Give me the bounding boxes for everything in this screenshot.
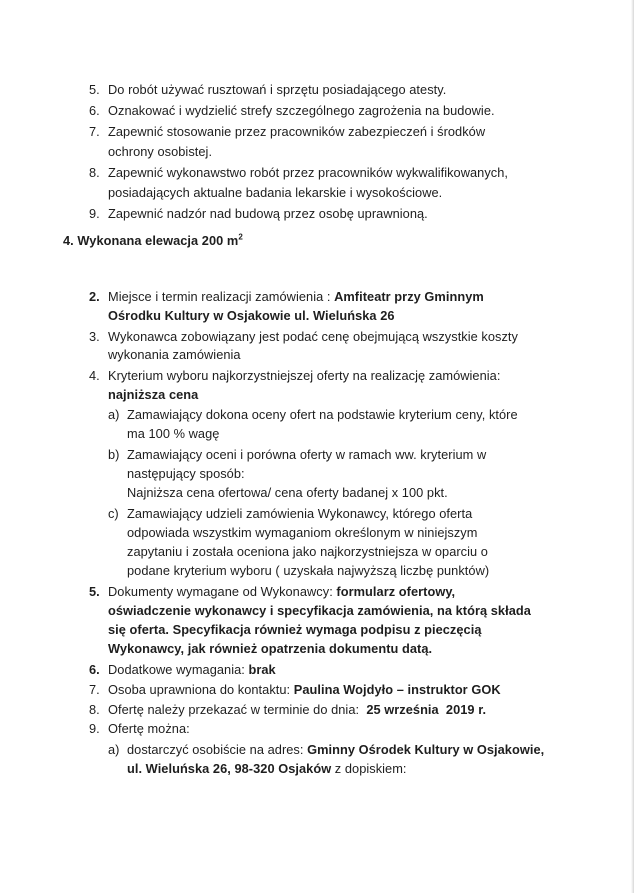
- list-item-text: Zapewnić nadzór nad budową przez osobę uprawnioną.: [108, 206, 428, 221]
- item-label: Osoba uprawniona do kontaktu:: [108, 682, 294, 697]
- list-number: 8.: [89, 165, 100, 180]
- item-bold: brak: [248, 662, 276, 677]
- sub-label: b): [108, 447, 120, 462]
- section-heading-superscript: 2: [238, 232, 243, 242]
- list-number: 9.: [89, 721, 100, 736]
- list-number: 5.: [89, 82, 100, 97]
- section-heading-text: 4. Wykonana elewacja 200 m: [63, 233, 239, 248]
- sub-item-text: zapytaniu i została oceniona jako najkorzystniejsza w oparciu o: [127, 544, 488, 559]
- list-item-text: [108, 661, 276, 679]
- item-label: Dodatkowe wymagania:: [108, 662, 249, 677]
- list-item-text: najniższa cena: [108, 387, 199, 402]
- list-number: 7.: [89, 124, 100, 139]
- list-number: 5.: [89, 584, 100, 599]
- list-item-text: posiadających aktualne badania lekarskie i wysokościowe.: [108, 185, 443, 200]
- list-item-text: Zapewnić stosowanie przez pracowników zabezpieczeń i środków: [108, 124, 486, 139]
- sub-item-text: Zamawiający dokona oceny ofert na podstawie kryterium ceny, które: [127, 407, 518, 422]
- item-label: Dokumenty wymagane od Wykonawcy:: [108, 584, 337, 599]
- sub-label: a): [108, 407, 120, 422]
- list-item-text: Ofertę można:: [108, 721, 190, 736]
- item-label: dostarczyć osobiście na adres:: [127, 742, 308, 757]
- list-item-text: Kryterium wyboru najkorzystniejszej oferty na realizację zamówienia:: [108, 368, 501, 383]
- sub-item-text: [127, 741, 544, 759]
- sub-label: a): [108, 742, 120, 757]
- item-tail: z dopiskiem:: [331, 761, 407, 776]
- sub-label: c): [108, 506, 119, 521]
- item-bold: Gminny Ośrodek Kultury w Osjakowie,: [307, 742, 545, 757]
- list-item-text: Wykonawcy, jak również opatrzenia dokumentu datą.: [108, 641, 433, 656]
- sub-item-text: następujący sposób:: [127, 466, 245, 481]
- list-number: 3.: [89, 329, 100, 344]
- sub-item-text: ma 100 % wagę: [127, 426, 220, 441]
- list-number: 6.: [89, 662, 100, 677]
- item-bold: Amfiteatr przy Gminnym: [334, 289, 484, 304]
- list-item-text: ochrony osobistej.: [108, 144, 213, 159]
- list-item-text: się oferta. Specyfikacja również wymaga podpisu z pieczęcią: [108, 622, 482, 637]
- list-item-text: Oznakować i wydzielić strefy szczególnego zagrożenia na budowie.: [108, 103, 495, 118]
- section-heading: [63, 232, 243, 250]
- list-item-text: Zapewnić wykonawstwo robót przez pracowników wykwalifikowanych,: [108, 165, 509, 180]
- sub-item-text: Zamawiający udzieli zamówienia Wykonawcy, którego oferta: [127, 506, 473, 521]
- list-item-text: [108, 583, 455, 601]
- list-item-text: Wykonawca zobowiązany jest podać cenę obejmującą wszystkie koszty: [108, 329, 518, 344]
- sub-item-text: podane kryterium wyboru ( uzyskała najwyższą liczbę punktów): [127, 563, 490, 578]
- sub-item-text: Zamawiający oceni i porówna oferty w ramach ww. kryterium w: [127, 447, 487, 462]
- list-item-text: [108, 701, 486, 719]
- list-number: 2.: [89, 289, 100, 304]
- item-label: Miejsce i termin realizacji zamówienia :: [108, 289, 335, 304]
- item-bold: formularz ofertowy,: [336, 584, 456, 599]
- item-bold: ul. Wieluńska 26, 98-320 Osjaków: [127, 761, 332, 776]
- sub-item-text: Najniższa cena ofertowa/ cena oferty badanej x 100 pkt.: [127, 485, 448, 500]
- list-item-text: oświadczenie wykonawcy i specyfikacja zamówienia, na którą składa: [108, 603, 531, 618]
- list-number: 8.: [89, 702, 100, 717]
- list-number: 6.: [89, 103, 100, 118]
- sub-item-text: [127, 760, 407, 778]
- list-number: 4.: [89, 368, 100, 383]
- list-item-text: Ośrodku Kultury w Osjakowie ul. Wieluńska 26: [108, 308, 395, 323]
- list-item-text: [108, 681, 501, 699]
- list-number: 9.: [89, 206, 100, 221]
- item-label: Ofertę należy przekazać w terminie do dnia:: [108, 702, 367, 717]
- list-item-text: [108, 288, 484, 306]
- item-bold: Paulina Wojdyło – instruktor GOK: [293, 682, 501, 697]
- list-item-text: Do robót używać rusztowań i sprzętu posiadającego atesty.: [108, 82, 447, 97]
- sub-item-text: odpowiada wszystkim wymaganiom określonym w niniejszym: [127, 525, 478, 540]
- item-bold: 25 września 2019 r.: [366, 702, 487, 717]
- list-number: 7.: [89, 682, 100, 697]
- list-item-text: wykonania zamówienia: [108, 347, 241, 362]
